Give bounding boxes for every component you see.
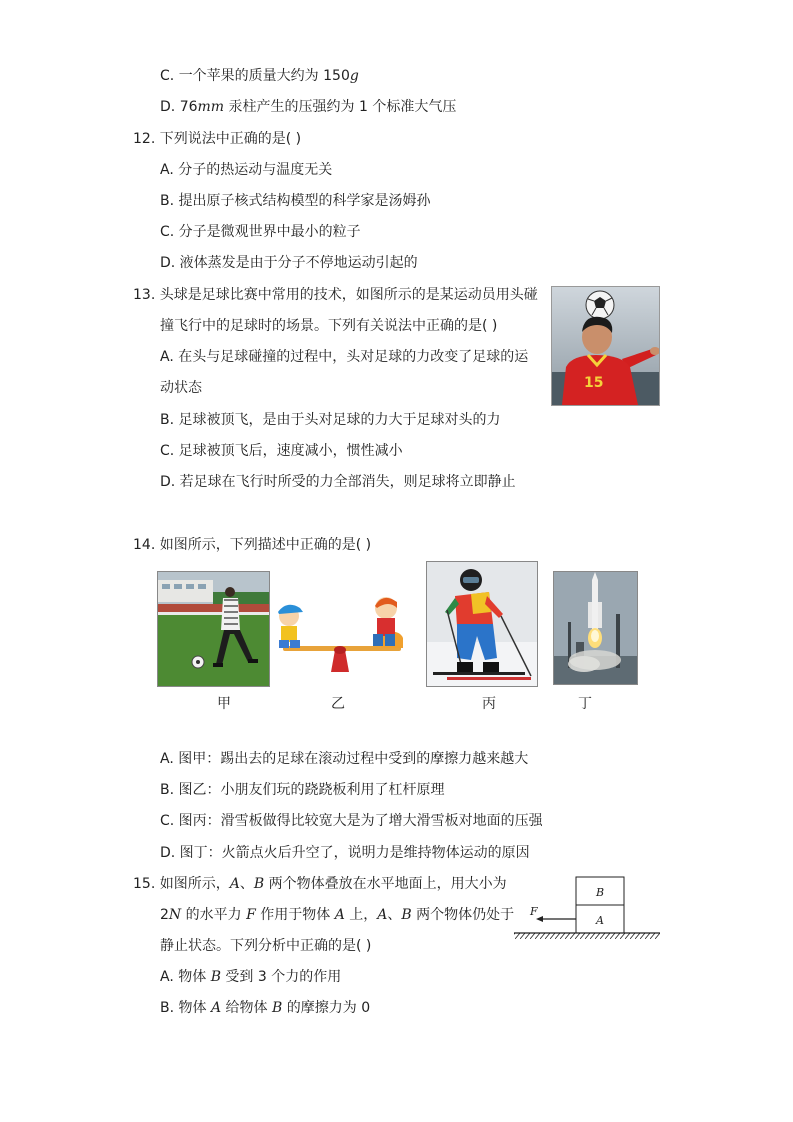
ground-hatch [514, 933, 660, 939]
caption-jia: 甲 [217, 696, 231, 712]
q15-option-b [160, 998, 370, 1018]
var-b: B [401, 907, 412, 923]
text: 、 [387, 907, 402, 923]
unit-g: g [349, 68, 359, 84]
q14-option-d: D. 图丁：火箭点火后升空了，说明力是维持物体运动的原因 [160, 845, 530, 861]
q13-option-a-line2: 动状态 [160, 380, 202, 396]
text: 给物体 [221, 1000, 272, 1016]
header-player-photo [551, 286, 660, 406]
q14-option-a: A. 图甲：踢出去的足球在滚动过程中受到的摩擦力越来越大 [160, 751, 529, 767]
q14-option-c: C. 图丙：滑雪板做得比较宽大是为了增大滑雪板对地面的压强 [160, 813, 543, 829]
q13-option-b: B. 足球被顶飞，是由于头对足球的力大于足球对头的力 [160, 412, 501, 428]
q13-stem-line2: 撞飞行中的足球时的场景。下列有关说法中正确的是( ) [160, 318, 498, 334]
text: 作用于物体 [255, 907, 335, 923]
number: 2 [160, 907, 169, 923]
var-f: F [246, 907, 256, 923]
q12-option-b: B. 提出原子核式结构模型的科学家是汤姆孙 [160, 193, 431, 209]
football-kick-photo [157, 571, 270, 687]
var-b: B [210, 969, 221, 985]
caption-ding: 丁 [578, 696, 592, 712]
option-label: C. [160, 68, 175, 84]
text: 两个物体叠放在水平地面上，用大小为 [264, 876, 507, 892]
jersey-number: 15 [584, 375, 604, 391]
var-a: A [229, 876, 240, 892]
text: 上， [344, 907, 378, 923]
stacked-blocks-diagram [510, 873, 662, 945]
var-b: B [272, 1000, 283, 1016]
q13-option-d: D. 若足球在飞行时所受的力全部消失，则足球将立即静止 [160, 474, 516, 490]
unit-n: N [168, 907, 182, 923]
skier-photo [426, 561, 538, 687]
q14-option-b: B. 图乙：小朋友们玩的跷跷板利用了杠杆原理 [160, 782, 445, 798]
option-text: 汞柱产生的压强约为 1 个标准大气压 [224, 99, 457, 115]
q15-option-a [160, 967, 341, 987]
q12-option-a: A. 分子的热运动与温度无关 [160, 162, 333, 178]
q12-option-d: D. 液体蒸发是由于分子不停地运动引起的 [160, 255, 418, 271]
q12-option-c: C. 分子是微观世界中最小的粒子 [160, 224, 361, 240]
text: 两个物体仍处于 [411, 907, 515, 923]
caption-bing: 丙 [482, 696, 496, 712]
q15-stem-line2 [160, 905, 514, 925]
text: 、 [239, 876, 254, 892]
text: 15. 如图所示， [133, 876, 230, 892]
label-force-f: F [530, 905, 538, 918]
var-a: A [210, 1000, 222, 1016]
unit-mm: mm [197, 99, 225, 115]
q15-stem-line3: 静止状态。下列分析中正确的是( ) [160, 938, 372, 954]
text: 的水平力 [181, 907, 247, 923]
text: A. 物体 [160, 969, 211, 985]
option-label: D. [160, 99, 176, 115]
q13-option-a-line1: A. 在头与足球碰撞的过程中，头对足球的力改变了足球的运 [160, 349, 529, 365]
option-number: 76 [179, 99, 198, 115]
option-text: 一个苹果的质量大约为 150 [178, 68, 350, 84]
q12-stem: 12. 下列说法中正确的是( ) [133, 131, 302, 147]
var-a: A [334, 907, 345, 923]
var-b: B [253, 876, 265, 892]
label-block-a: A [596, 914, 604, 927]
caption-yi: 乙 [331, 696, 345, 712]
q13-option-c: C. 足球被顶飞后，速度减小，惯性减小 [160, 443, 403, 459]
q11-option-d [160, 97, 456, 117]
text: 受到 3 个力的作用 [220, 969, 342, 985]
rocket-launch-photo [553, 571, 638, 685]
seesaw-cartoon [273, 590, 407, 672]
q11-option-c [160, 66, 359, 86]
var-a: A [377, 907, 388, 923]
q14-stem: 14. 如图所示，下列描述中正确的是( ) [133, 537, 372, 553]
q15-stem-line1 [133, 874, 507, 894]
label-block-b: B [596, 886, 605, 899]
q13-stem-line1: 13. 头球是足球比赛中常用的技术，如图所示的是某运动员用头碰 [133, 287, 538, 303]
text: 的摩擦力为 0 [282, 1000, 371, 1016]
text: B. 物体 [160, 1000, 211, 1016]
